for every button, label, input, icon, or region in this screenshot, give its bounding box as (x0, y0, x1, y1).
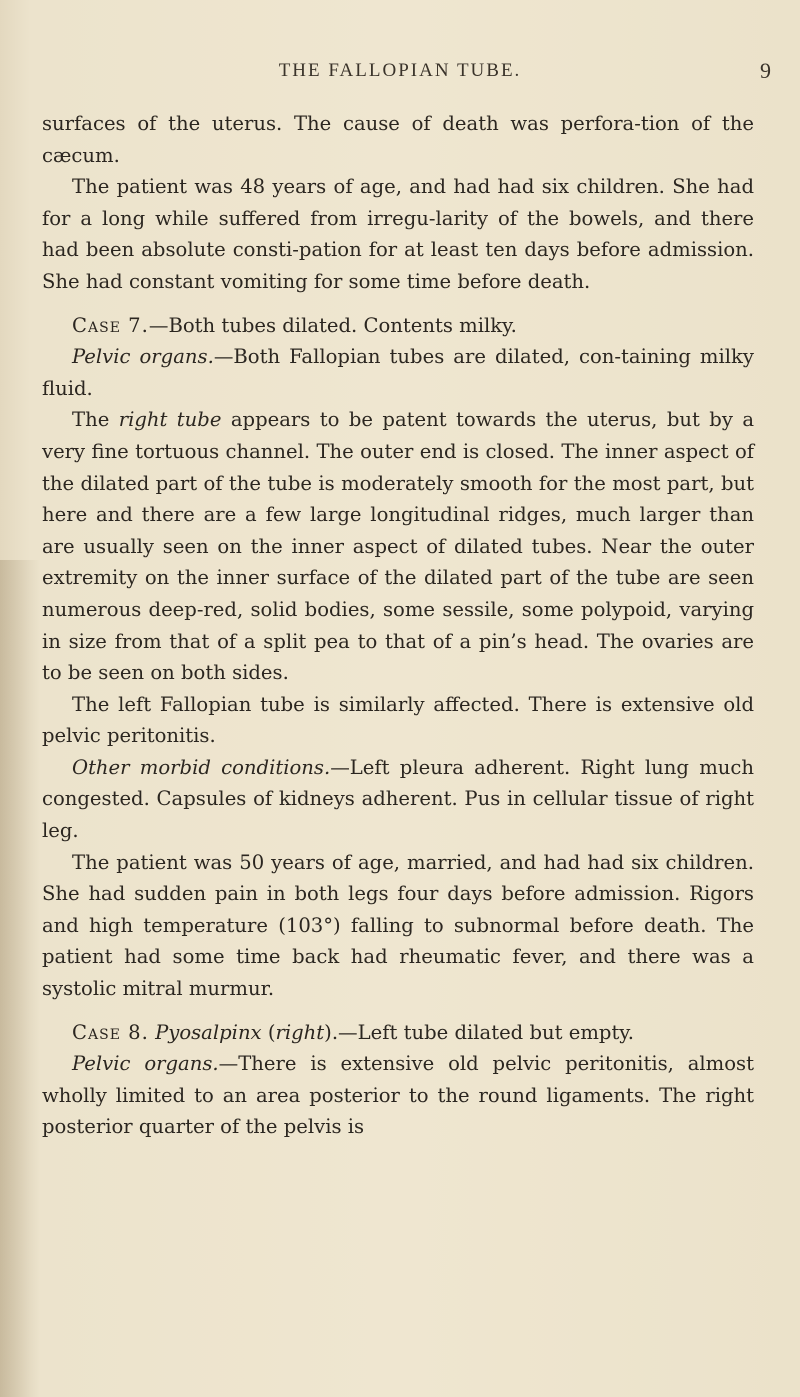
paragraph (42, 404, 754, 688)
case-summary: —Both tubes dilated. Contents milky. (148, 313, 517, 337)
section-label: right tube (118, 408, 222, 432)
paragraph (42, 1048, 754, 1143)
paragraph: The patient was 48 years of age, and had had six children. She had for a long while suffered from irregu-larity of the bowels, and there had been absolute consti-pation for at least ten days before admission. She had constant vomiting for some time before death. (42, 175, 754, 293)
paragraph (42, 341, 754, 404)
paragraph-text: appears to be patent towards the uterus, but by a very fine tortuous channel. The outer end is closed. The inner aspect of the dilated part of the tube is moderately smooth for the most part, but here and there are a few large longitudinal ridges, much larger than are usually seen on the inner aspect of dilated tubes. Near the outer extremity on the inner surface of the dilated part of the tube are seen numerous deep-red, solid bodies, some sessile, some polypoid, varying in size from that of a split pea to that of a pin’s head. The ovaries are to be seen on both sides. (42, 408, 755, 685)
paragraph-text: —Left pleura adherent. Right lung much congested. Capsules of kidneys adherent. Pus in cellular tissue of right leg. (42, 755, 754, 843)
paragraph-text: The (72, 408, 119, 432)
paragraph-text: ( (261, 1020, 276, 1044)
section-label: Other morbid conditions. (72, 755, 331, 779)
page-gutter-shadow (0, 560, 40, 1397)
paragraph (42, 752, 754, 847)
case-heading (42, 1017, 754, 1049)
body-text (42, 108, 754, 1143)
case-diagnosis: Pyosalpinx (155, 1020, 262, 1044)
paragraph-text: —There is extensive old pelvic peritonitis, almost wholly limited to an area posterior to the round ligaments. The right posterior quarter of the pelvis is (42, 1052, 754, 1139)
paragraph: The patient was 50 years of age, married, and had had six children. She had sudden pain in both legs four days before admission. Rigors and high temperature (103°) falling to subnormal before death. The patient had some time back had rheumatic fever, and there was a systolic mitral murmur. (42, 850, 754, 1001)
running-head: THE FALLOPIAN TUBE. (278, 60, 522, 81)
case-label: Case 7. (72, 313, 149, 337)
case-heading (42, 310, 754, 342)
section-label: Pelvic organs. (72, 1052, 219, 1076)
case-side: right (275, 1020, 325, 1044)
case-summary: ).—Left tube dilated but empty. (324, 1020, 635, 1044)
paragraph: surfaces of the uterus. The cause of death was perfora-tion of the cæcum. (42, 112, 754, 167)
case-label: Case 8. (72, 1020, 149, 1044)
paragraph-text: —Both Fallopian tubes are dilated, con-taining milky fluid. (42, 345, 754, 400)
paragraph: The left Fallopian tube is similarly affected. There is extensive old pelvic peritonitis. (42, 692, 754, 748)
page-number: 9 (760, 58, 771, 83)
section-label: Pelvic organs. (72, 345, 214, 369)
